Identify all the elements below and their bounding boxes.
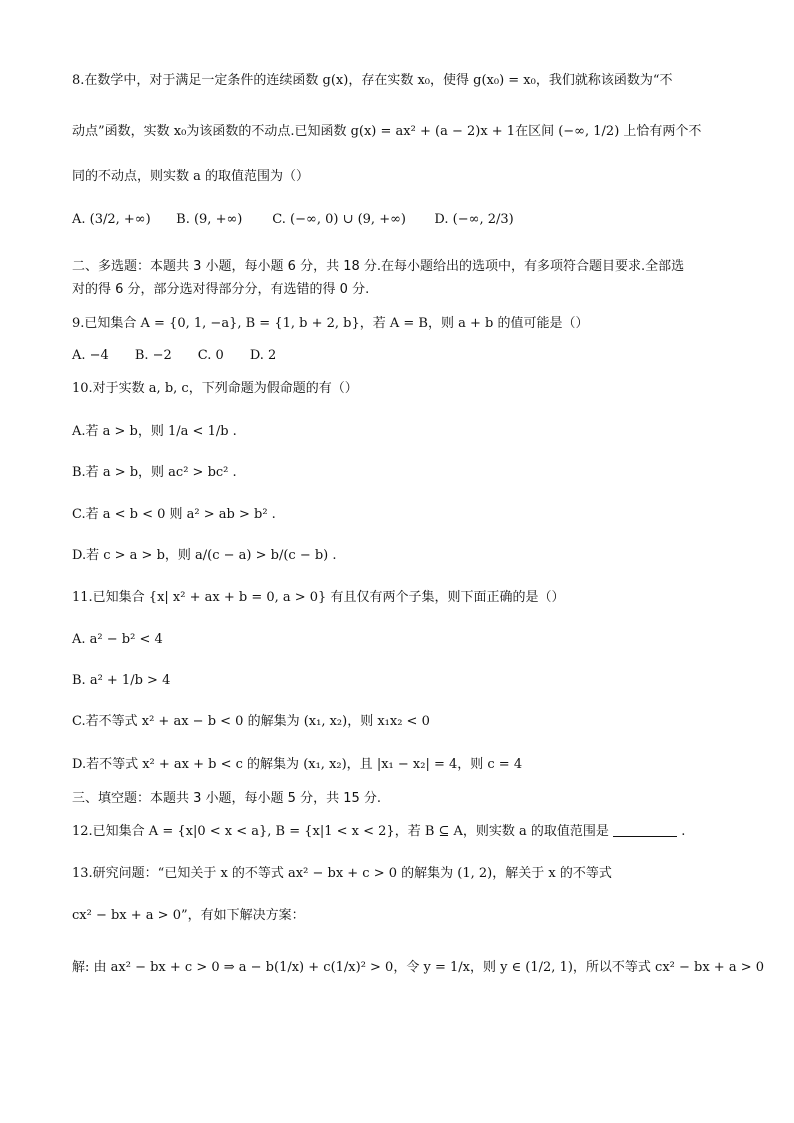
q10-option-b: B.若 a > b，则 ac² > bc² . bbox=[72, 465, 237, 480]
q8-line-2b: 上恰有两个不 bbox=[623, 124, 702, 139]
q13-solution: 解: 由 ax² − bx + c > 0 ⇒ a − b(1/x) + c(1/x)² > 0，令 y = 1/x，则 y ∈ (1/2, 1)，所以不等式 cx² − bx + a > 0 bbox=[72, 960, 765, 975]
q11-option-d: D.若不等式 x² + ax + b < c 的解集为 (x₁, x₂)，且 |x₁ − x₂| = 4，则 c = 4 bbox=[72, 757, 523, 772]
q10-option-a: A.若 a > b，则 1/a < 1/b . bbox=[72, 424, 237, 439]
section-2-line-2: 对的得 6 分，部分选对得部分分，有选错的得 0 分. bbox=[72, 282, 370, 297]
q11-option-a: A. a² − b² < 4 bbox=[72, 632, 163, 647]
q13-line-1: 13.研究问题：“已知关于 x 的不等式 ax² − bx + c > 0 的解集为 (1, 2)，解关于 x 的不等式 bbox=[72, 866, 612, 881]
section-2-line-1: 二、多选题：本题共 3 小题，每小题 6 分，共 18 分.在每小题给出的选项中，有多项符合题目要求.全部选 bbox=[72, 259, 685, 274]
q8-options bbox=[72, 210, 724, 230]
q12-answer-blank bbox=[613, 822, 677, 837]
q12-end: . bbox=[681, 824, 686, 839]
q11-stem: 11.已知集合 {x| x² + ax + b = 0, a > 0} 有且仅有两个子集，则下面正确的是（） bbox=[72, 590, 565, 605]
q12-stem: 12.已知集合 A = {x|0 < x < a}, B = {x|1 < x < 2}，若 B ⊆ A，则实数 a 的取值范围是 bbox=[72, 824, 609, 839]
q10-option-c: C.若 a < b < 0 则 a² > ab > b² . bbox=[72, 507, 276, 522]
q9-stem: 9.已知集合 A = {0, 1, −a}, B = {1, b + 2, b}，若 A = B，则 a + b 的值可能是（） bbox=[72, 316, 589, 331]
q8-interval: (−∞, 1/2) bbox=[558, 124, 620, 139]
q8-option-c: C. (−∞, 0) ∪ (9, +∞) bbox=[272, 212, 406, 227]
q8-line-3: 同的不动点，则实数 a 的取值范围为（） bbox=[72, 169, 310, 184]
q9-options: A. −4 B. −2 C. 0 D. 2 bbox=[72, 348, 277, 363]
q8-option-b: B. (9, +∞) bbox=[176, 212, 243, 227]
q10-option-d: D.若 c > a > b，则 a/(c − a) > b/(c − b) . bbox=[72, 548, 337, 563]
q11-option-c: C.若不等式 x² + ax − b < 0 的解集为 (x₁, x₂)，则 x₁x₂ < 0 bbox=[72, 714, 430, 729]
q8-option-d: D. (−∞, 2/3) bbox=[434, 212, 514, 227]
q8-option-a: A. (3/2, +∞) bbox=[72, 212, 151, 227]
q13-line-2: cx² − bx + a > 0”，有如下解决方案： bbox=[72, 908, 305, 923]
q11-option-b: B. a² + 1/b > 4 bbox=[72, 673, 171, 688]
q8-line-2a: 动点”函数，实数 x₀为该函数的不动点.已知函数 g(x) = ax² + (a − 2)x + 1在区间 bbox=[72, 124, 555, 139]
q10-stem: 10.对于实数 a, b, c，下列命题为假命题的有（） bbox=[72, 381, 358, 396]
q8-line-2 bbox=[72, 122, 724, 142]
q12-line bbox=[72, 822, 724, 842]
q8-line-1: 8.在数学中，对于满足一定条件的连续函数 g(x)，存在实数 x₀，使得 g(x₀) = x₀，我们就称该函数为“不 bbox=[72, 73, 673, 88]
section-3-title: 三、填空题：本题共 3 小题，每小题 5 分，共 15 分. bbox=[72, 791, 382, 806]
